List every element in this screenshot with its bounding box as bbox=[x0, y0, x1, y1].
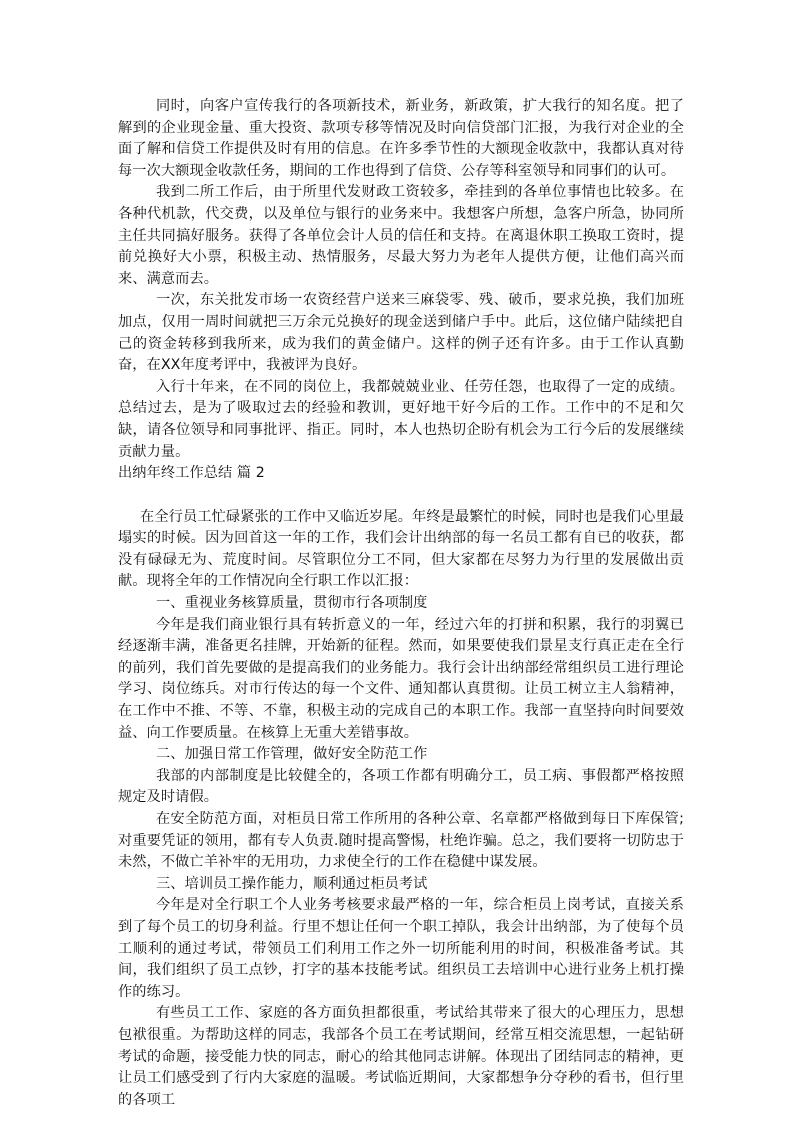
paragraph: 我部的内部制度是比较健全的，各项工作都有明确分工，员工病、事假都严格按照规定及时请假。 bbox=[118, 767, 684, 806]
paragraph: 入行十年来，在不同的岗位上，我都兢兢业业、任劳任怨，也取得了一定的成绩。总结过去，是为了吸取过去的经验和教训，更好地干好今后的工作。工作中的不足和欠缺，请各位领导和同事批评、指正。同时，本人也热切企盼有机会为工行今后的发展继续贡献力量。 bbox=[118, 378, 684, 460]
paragraph: 一次，东关批发市场一农资经营户送来三麻袋零、残、破币，要求兑换，我们加班加点，仅用一周时间就把三万余元兑换好的现金送到储户手中。此后，这位储户陆续把自己的资金转移到我所来，成为我们的黄金储户。这样的例子还有许多。由于工作认真勤奋，在XX年度考评中，我被评为良好。 bbox=[118, 292, 684, 374]
paragraph: 我到二所工作后，由于所里代发财政工资较多，牵挂到的各单位事情也比较多。在各种代机款，代交费，以及单位与银行的业务来中。我想客户所想，急客户所急，协同所主任共同搞好服务。获得了各单位会计人员的信任和支持。在离退休职工换取工资时，提前兑换好大小票，积极主动、热情服务，尽最大努力为老年人提供方便，让他们高兴而来、满意而去。 bbox=[118, 184, 684, 287]
blank-line bbox=[118, 485, 684, 507]
section-heading: 一、重视业务核算质量，贯彻市行各项制度 bbox=[156, 595, 428, 612]
paragraph: 有些员工工作、家庭的各方面负担都很重，考试给其带来了很大的心理压力，思想包袱很重。为帮助这样的同志，我部各个员工在考试期间，经常互相交流思想，一起钻研考试的命题，接受能力快的同志，耐心的给其他同志讲解。体现出了团结同志的精神，更让员工们感受到了行内大家庭的温暖。考试临近期间，大家都想争分夺秒的看书，但行里的各项工 bbox=[118, 1005, 684, 1108]
paragraph: 同时，向客户宣传我行的各项新技术，新业务，新政策，扩大我行的知名度。把了解到的企业现金量、重大投资、款项专移等情况及时向信贷部门汇报，为我行对企业的全面了解和信贷工作提供及时有用的信息。在许多季节性的大额现金收款中，我都认真对待每一次大额现金收款任务，期间的工作也得到了信贷、公存等科室领导和同事们的认可。 bbox=[118, 98, 684, 179]
section-heading: 三、培训员工操作能力，顺利通过柜员考试 bbox=[156, 875, 428, 892]
paragraph: 今年是对全行职工个人业务考核要求最严格的一年，综合柜员上岗考试，直接关系到了每个员工的切身利益。行里不想让任何一个职工掉队，我会计出纳部，为了使每个员工顺利的通过考试，带领员工们利用工作之外一切所能利用的时间，积极准备考试。其间，我们组织了员工点钞，打字的基本技能考试。组织员工去培训中心进行业务上机打操作的练习。 bbox=[118, 897, 684, 1000]
paragraph: 今年是我们商业银行具有转折意义的一年，经过六年的打拼和积累，我行的羽翼已经逐渐丰满，准备更名挂牌，开始新的征程。然而，如果要使我们景星支行真正走在全行的前列，我们首先要做的是提高我们的业务能力。我行会计出纳部经常组织员工进行理论学习、岗位练兵。对市行传达的每一个文件、通知都认真贯彻。让员工树立主人翁精神，在工作中不推、不等、不靠，积极主动的完成自己的本职工作。我部一直坚持向时间要效益、向工作要质量。在核算上无重大差错事故。 bbox=[118, 616, 684, 741]
section-title: 出纳年终工作总结 篇 2 bbox=[118, 465, 265, 482]
section-heading: 二、加强日常工作管理，做好安全防范工作 bbox=[156, 746, 428, 763]
intro-paragraph: 在全行员工忙碌紧张的工作中又临近岁尾。年终是最繁忙的时候，同时也是我们心里最塌实的时候。因为回首这一年的工作，我们会计出纳部的每一名员工都有自已的收获，都没有碌碌无为、荒度时间。尽管职位分工不同，但大家都在尽努力为行里的发展做出贡献。现将全年的工作情况向全行职工作以汇报： bbox=[118, 508, 684, 590]
paragraph: 在安全防范方面，对柜员日常工作所用的各种公章、名章都严格做到每日下库保管;对重要凭证的领用，都有专人负责.随时提高警惕，杜绝诈骗。总之，我们要将一切防忠于未然，不做亡羊补牢的无用功，力求使全行的工作在稳健中谋发展。 bbox=[118, 811, 684, 871]
document-page bbox=[118, 96, 684, 1111]
